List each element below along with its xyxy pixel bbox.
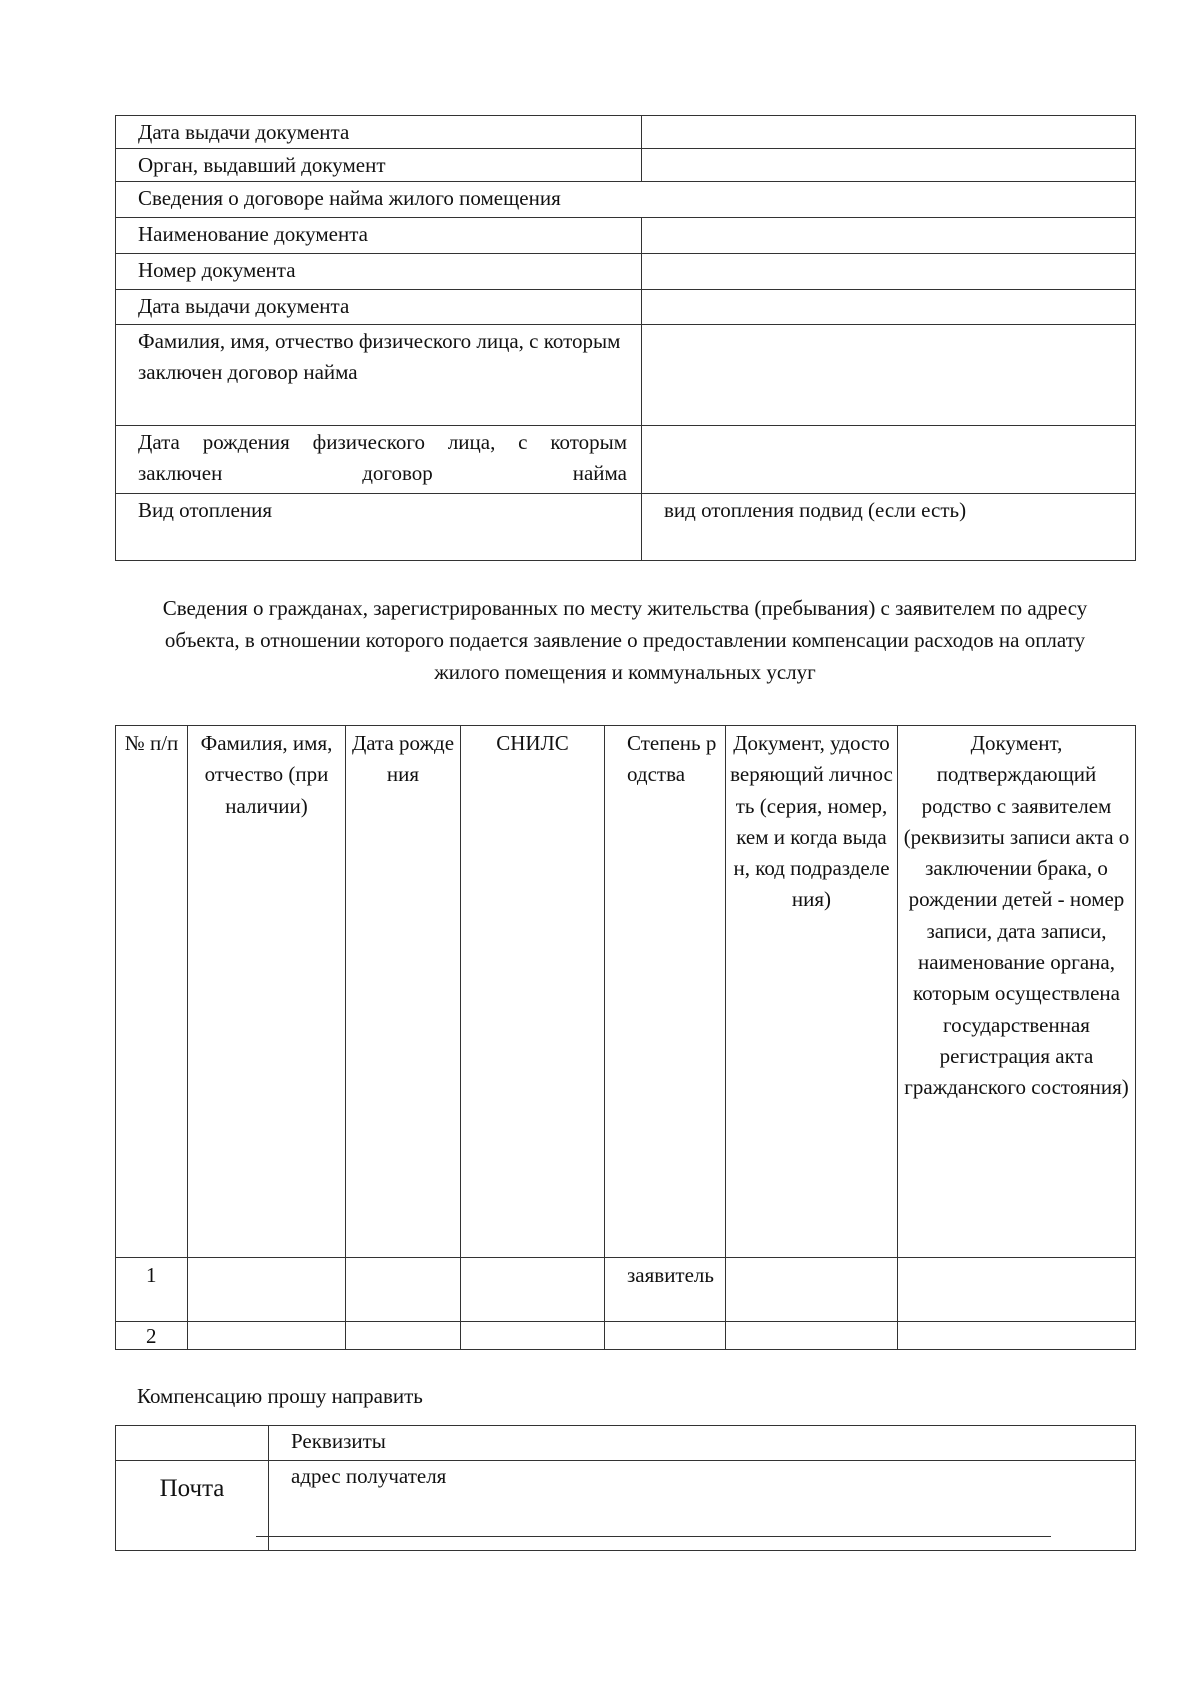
header-number: № п/п	[116, 726, 188, 1258]
label-cell: Фамилия, имя, отчество физического лица, с которым заключен договор найма	[116, 325, 642, 426]
table-row	[116, 1322, 1136, 1350]
value-cell[interactable]	[642, 325, 1136, 426]
name-cell[interactable]	[188, 1258, 346, 1322]
citizens-table	[115, 725, 1136, 1350]
label-cell: Наименование документа	[116, 218, 642, 254]
table-row	[116, 1258, 1136, 1322]
compensation-label: Компенсацию прошу направить	[137, 1384, 423, 1408]
id-document-cell[interactable]	[726, 1258, 898, 1322]
row-number: 2	[116, 1322, 188, 1350]
name-cell[interactable]	[188, 1322, 346, 1350]
snils-cell[interactable]	[461, 1258, 605, 1322]
heating-value-cell[interactable]: вид отопления подвид (если есть)	[642, 494, 1136, 561]
value-cell[interactable]	[642, 254, 1136, 290]
delivery-method: Почта	[116, 1461, 269, 1551]
label-cell: Орган, выдавший документ	[116, 149, 642, 182]
value-cell[interactable]	[642, 116, 1136, 149]
id-document-cell[interactable]	[726, 1322, 898, 1350]
birth-date-cell[interactable]	[346, 1322, 461, 1350]
value-cell[interactable]	[642, 218, 1136, 254]
header-id-document: Документ, удостоверяющий личность (серия, номер, кем и когда выдан, код подразделения)	[726, 726, 898, 1258]
address-underline	[256, 1536, 1051, 1537]
address-field[interactable]	[269, 1461, 1136, 1551]
snils-cell[interactable]	[461, 1322, 605, 1350]
birth-date-cell[interactable]	[346, 1258, 461, 1322]
section-heading: Сведения о гражданах, зарегистрированных по месту жительства (пребывания) с заявителем по адресу объекта, в отношении которого подается заявление о предоставлении компенсации расходов на оплату жилого помещения и коммунальных услуг	[162, 596, 1088, 684]
header-kinship-document: Документ, подтверждающий родство с заявителем (реквизиты записи акта о заключении брака, о рождении детей - номер записи, дата записи, наименование органа, которым осуществлена государственная регистрация акта гражданского состояния)	[898, 726, 1136, 1258]
section-title-cell: Сведения о договоре найма жилого помещения	[116, 182, 1136, 218]
value-cell[interactable]	[642, 426, 1136, 494]
header-full-name: Фамилия, имя, отчество (при наличии)	[188, 726, 346, 1258]
kinship-document-cell[interactable]	[898, 1322, 1136, 1350]
label-cell: Дата рождения физического лица, с которым заключен договор найма	[116, 426, 642, 494]
row-number: 1	[116, 1258, 188, 1322]
empty-header-cell	[116, 1426, 269, 1461]
relation-cell[interactable]	[605, 1322, 726, 1350]
address-label: адрес получателя	[291, 1464, 447, 1488]
label-cell: Дата выдачи документа	[116, 290, 642, 325]
header-birth-date: Дата рождения	[346, 726, 461, 1258]
requisites-header: Реквизиты	[269, 1426, 1136, 1461]
compensation-table	[115, 1425, 1136, 1551]
label-cell: Вид отопления	[116, 494, 642, 561]
relation-cell[interactable]: заявитель	[605, 1258, 726, 1322]
label-cell: Дата выдачи документа	[116, 116, 642, 149]
kinship-document-cell[interactable]	[898, 1258, 1136, 1322]
value-cell[interactable]	[642, 290, 1136, 325]
applicant-document-table	[115, 115, 1136, 561]
header-snils: СНИЛС	[461, 726, 605, 1258]
label-cell: Номер документа	[116, 254, 642, 290]
header-relation: Степень родства	[605, 726, 726, 1258]
value-cell[interactable]	[642, 149, 1136, 182]
